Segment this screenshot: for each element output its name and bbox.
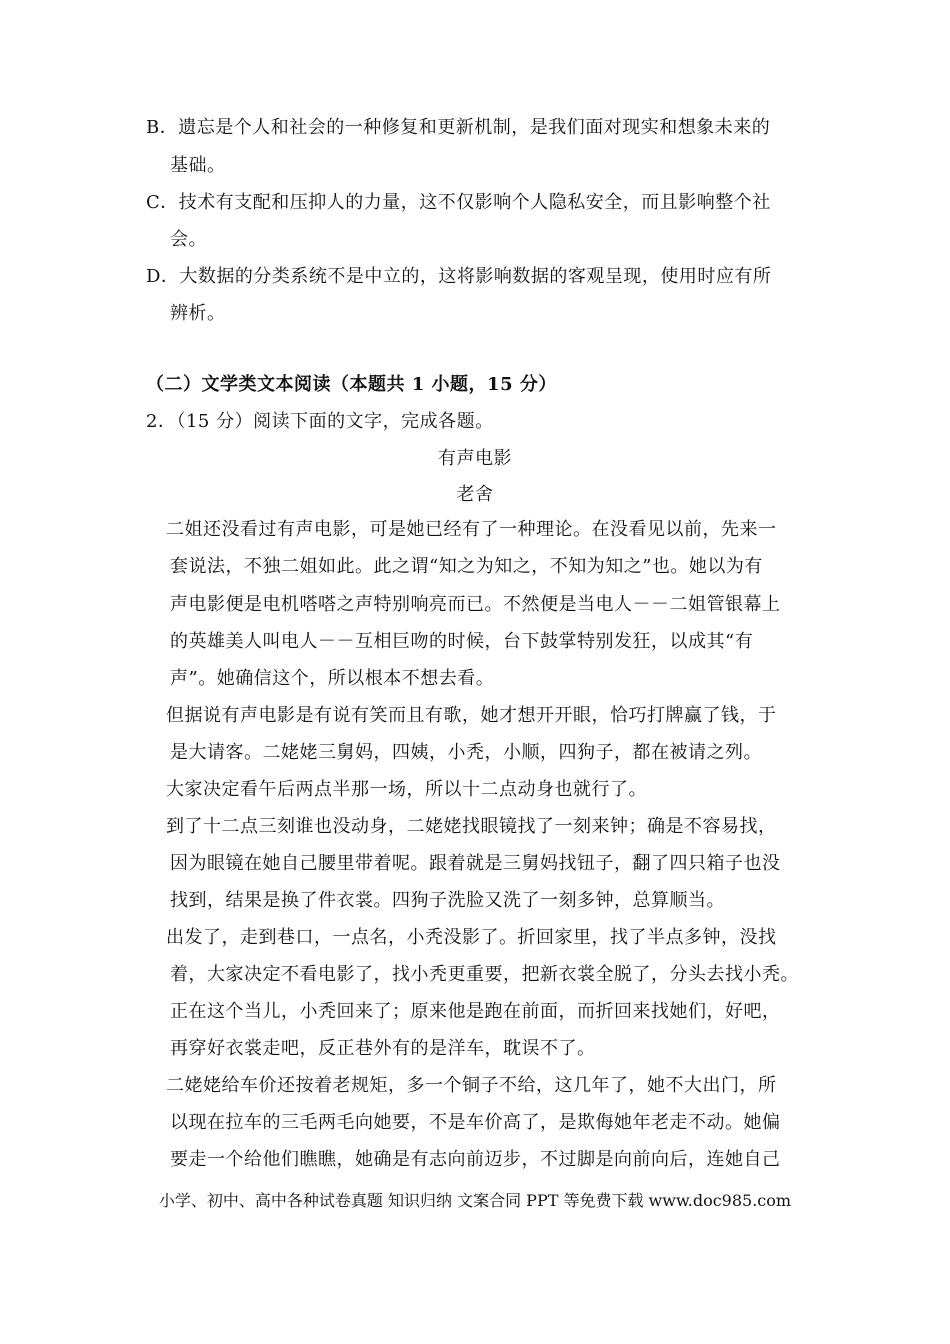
option-c-line-2: 会。 xyxy=(170,229,207,250)
paragraph-1-line-1: 二姐还没看过有声电影，可是她已经有了一种理论。在没看见以前，先来一 xyxy=(166,519,777,540)
paragraph-4-line-2: 因为眼镜在她自己腰里带着呢。跟着就是三舅妈找钮子，翻了四只箱子也没 xyxy=(170,853,781,874)
option-d-line-1: D．大数据的分类系统不是中立的，这将影响数据的客观呈现，使用时应有所 xyxy=(146,266,772,287)
option-c-line-1: C．技术有支配和压抑人的力量，这不仅影响个人隐私安全，而且影响整个社 xyxy=(146,192,771,213)
paragraph-1-line-2: 套说法，不独二姐如此。此之谓“知之为知之，不知为知之”也。她以为有 xyxy=(170,556,763,577)
footer-promo: 小学、初中、高中各种试卷真题 知识归纳 文案合同 PPT 等免费下载 www.doc985.com xyxy=(158,1191,792,1210)
paragraph-5-line-2: 着，大家决定不看电影了，找小秃更重要，把新衣裳全脱了，分头去找小秃。 xyxy=(170,964,799,985)
paragraph-6-line-1: 二姥姥给车价还按着老规矩，多一个铜子不给，这几年了，她不大出门，所 xyxy=(166,1075,777,1096)
paragraph-1-line-5: 声”。她确信这个，所以根本不想去看。 xyxy=(170,668,495,689)
paragraph-5-line-4: 再穿好衣裳走吧，反正巷外有的是洋车，耽误不了。 xyxy=(170,1038,596,1059)
option-d-line-2: 辨析。 xyxy=(170,303,226,324)
paragraph-4-line-3: 找到，结果是换了件衣裳。四狗子洗脸又洗了一刻多钟，总算顺当。 xyxy=(170,890,725,911)
paragraph-1-line-4: 的英雄美人叫电人－－互相巨吻的时候，台下鼓掌特别发狂，以成其“有 xyxy=(170,631,754,652)
paragraph-1-line-3: 声电影便是电机嗒嗒之声特别响亮而已。不然便是当电人－－二姐管银幕上 xyxy=(170,594,781,615)
paragraph-5-line-3: 正在这个当儿，小秃回来了；原来他是跑在前面，而折回来找她们，好吧， xyxy=(170,1001,781,1022)
paragraph-6-line-2: 以现在拉车的三毛两毛向她要，不是车价高了，是欺侮她年老走不动。她偏 xyxy=(170,1112,781,1133)
paragraph-2-line-2: 是大请客。二姥姥三舅妈，四姨，小秃，小顺，四狗子，都在被请之列。 xyxy=(170,742,762,763)
paragraph-3-line-1: 大家决定看午后两点半那一场，所以十二点动身也就行了。 xyxy=(166,779,647,800)
question-intro: 2．（15 分）阅读下面的文字，完成各题。 xyxy=(146,411,494,432)
article-author: 老舍 xyxy=(456,484,494,505)
paragraph-4-line-1: 到了十二点三刻谁也没动身，二姥姥找眼镜找了一刻来钟；确是不容易找， xyxy=(166,816,777,837)
paragraph-2-line-1: 但据说有声电影是有说有笑而且有歌，她才想开开眼，恰巧打牌赢了钱，于 xyxy=(166,705,777,726)
option-b-line-2: 基础。 xyxy=(170,155,226,176)
article-title: 有声电影 xyxy=(438,448,512,469)
section-heading: （二）文学类文本阅读（本题共 1 小题，15 分） xyxy=(146,374,557,395)
option-b-line-1: B．遗忘是个人和社会的一种修复和更新机制，是我们面对现实和想象未来的 xyxy=(146,117,771,138)
paragraph-5-line-1: 出发了，走到巷口，一点名，小秃没影了。折回家里，找了半点多钟，没找 xyxy=(166,927,777,948)
paragraph-6-line-3: 要走一个给他们瞧瞧，她确是有志向前迈步，不过脚是向前向后，连她自己 xyxy=(170,1149,781,1170)
